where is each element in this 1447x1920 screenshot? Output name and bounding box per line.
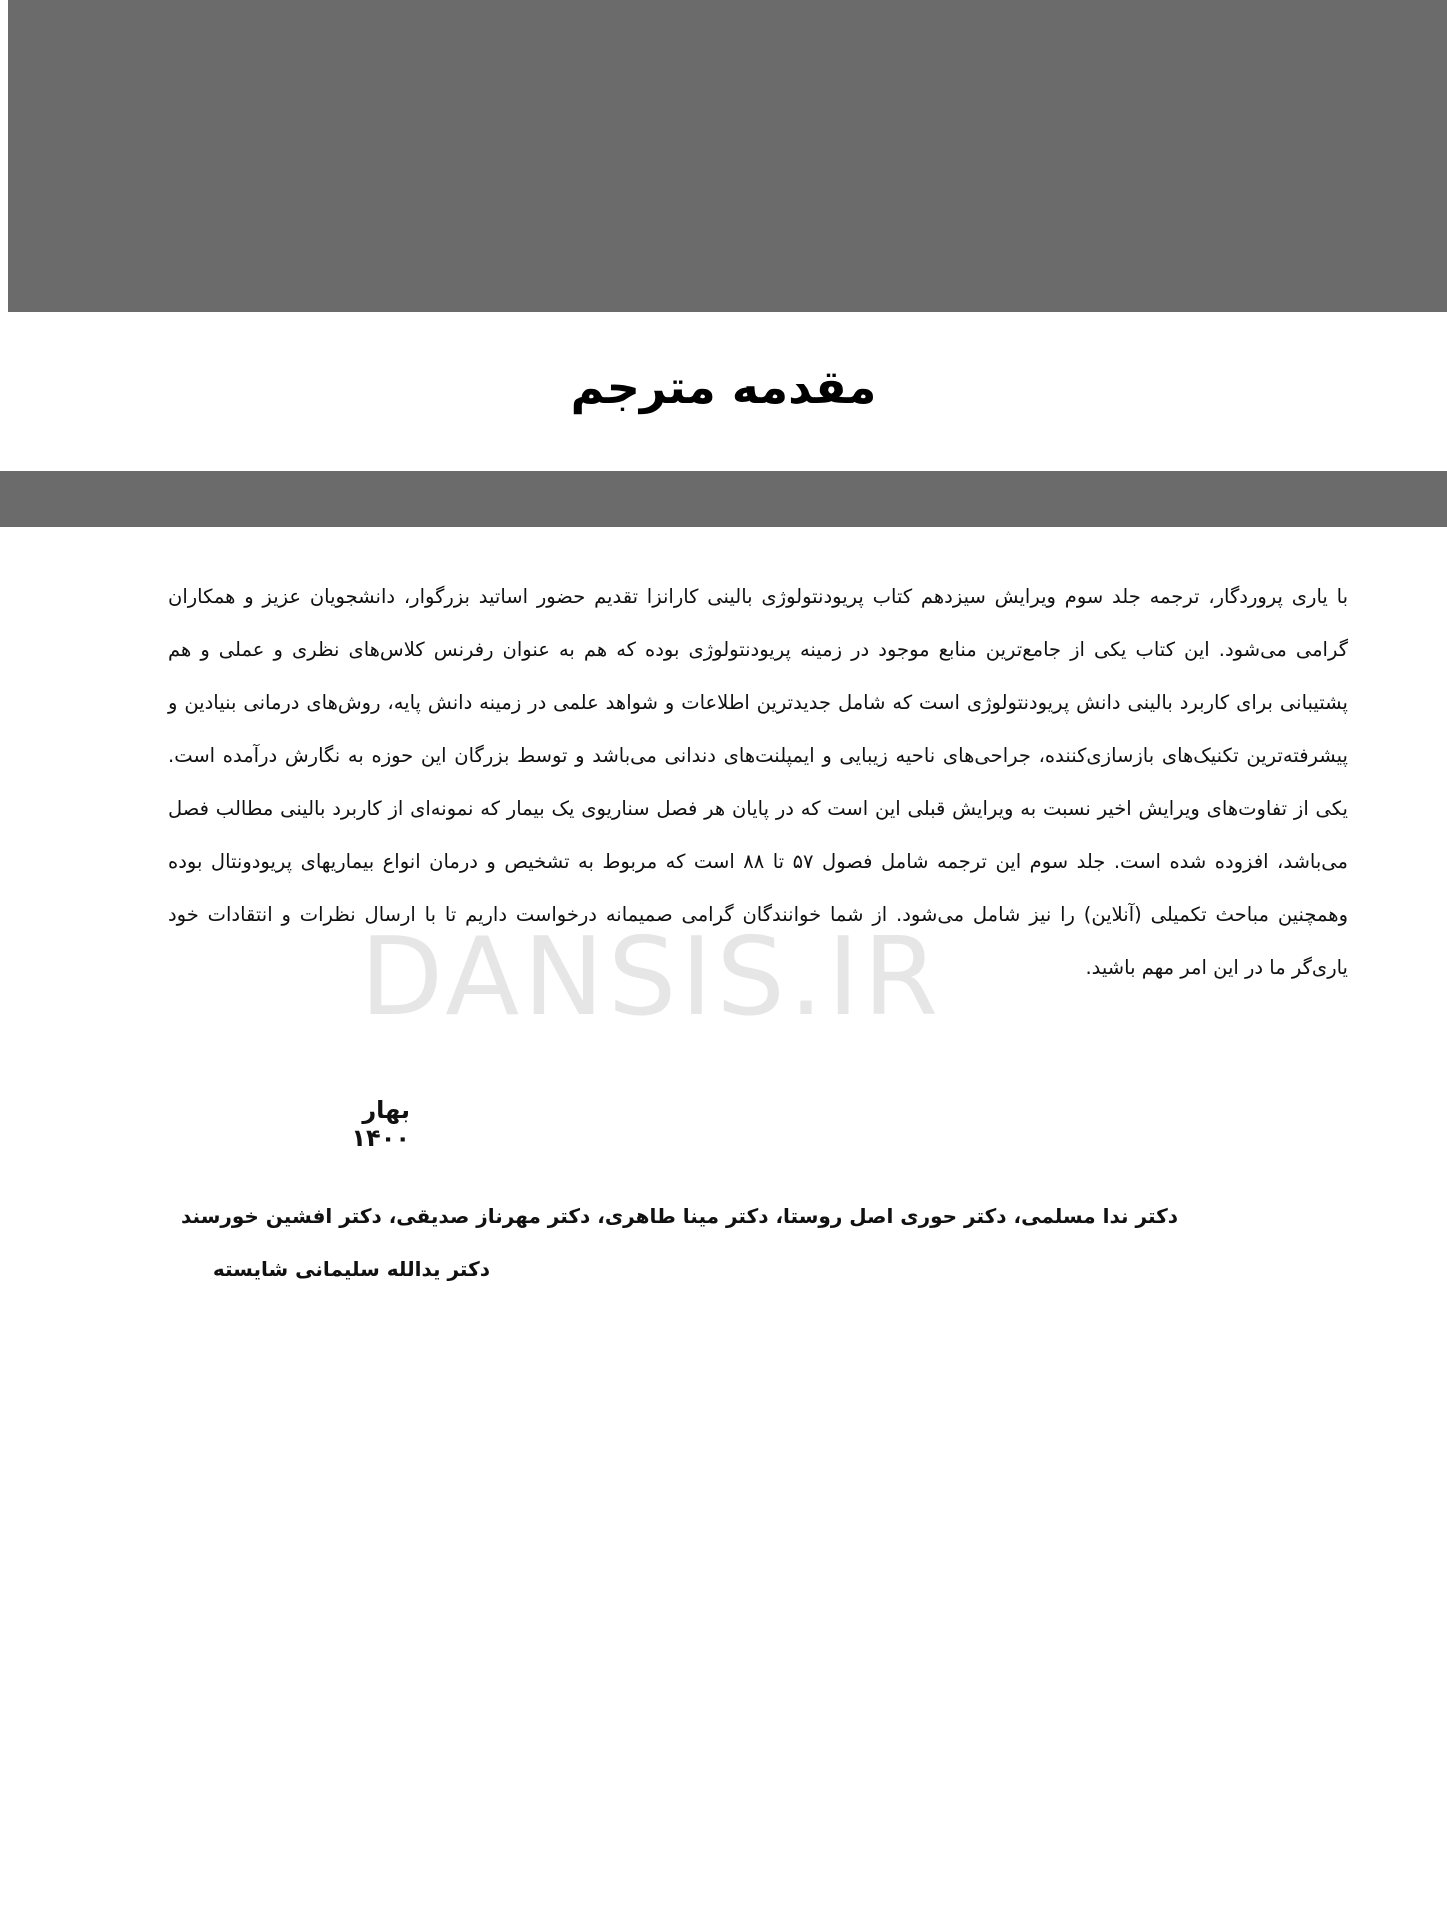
- translators-line-1: دکتر ندا مسلمی، دکتر حوری اصل روستا، دکتر مینا طاهری، دکتر مهرناز صدیقی، دکتر افشین خورسند: [180, 1204, 1178, 1228]
- date-line: بهار ۱۴۰۰: [351, 1096, 410, 1152]
- page-title: مقدمه مترجم: [570, 360, 877, 414]
- title-divider-band: [0, 471, 1447, 527]
- header-band: [8, 0, 1447, 312]
- translators-line-2: دکتر یدالله سلیمانی شایسته: [212, 1257, 490, 1281]
- watermark: DANSIS.IR: [360, 915, 943, 1040]
- body-paragraph: با یاری پروردگار، ترجمه جلد سوم ویرایش سیزدهم کتاب پریودنتولوژی بالینی کارانزا تقدیم حضور اساتید بزرگوار، دانشجویان عزیز و همکاران گرامی می‌شود. این کتاب یکی از جامع‌ترین منابع موجود در زمینه پریودنتولوژی بوده که هم به عنوان رفرنس کلاس‌های نظری و عملی و هم پشتیبانی برای کاربرد بالینی دانش پریودنتولوژی است که شامل جدیدترین اطلاعات و شواهد علمی در زمینه دانش پایه، روش‌های درمانی بنیادین و پیشرفته‌ترین تکنیک‌های بازسازی‌کننده، جراحی‌های ناحیه زیبایی و ایمپلنت‌های دندانی می‌باشد و توسط بزرگان این حوزه به نگارش درآمده است. یکی از تفاوت‌های ویرایش اخیر نسبت به ویرایش قبلی این است که در پایان هر فصل سناریوی یک بیمار که نمونه‌ای از کاربرد بالینی مطالب فصل می‌باشد، افزوده شده است. جلد سوم این ترجمه شامل فصول ۵۷ تا ۸۸ است که مربوط به تشخیص و درمان انواع بیماریهای پریودونتال بوده وهمچنین مباحث تکمیلی (آنلاین) را نیز شامل می‌شود. از شما خوانندگان گرامی صمیمانه درخواست داریم تا با ارسال نظرات و انتقادات خود یاری‌گر ما در این امر مهم باشید.: [168, 585, 1348, 979]
